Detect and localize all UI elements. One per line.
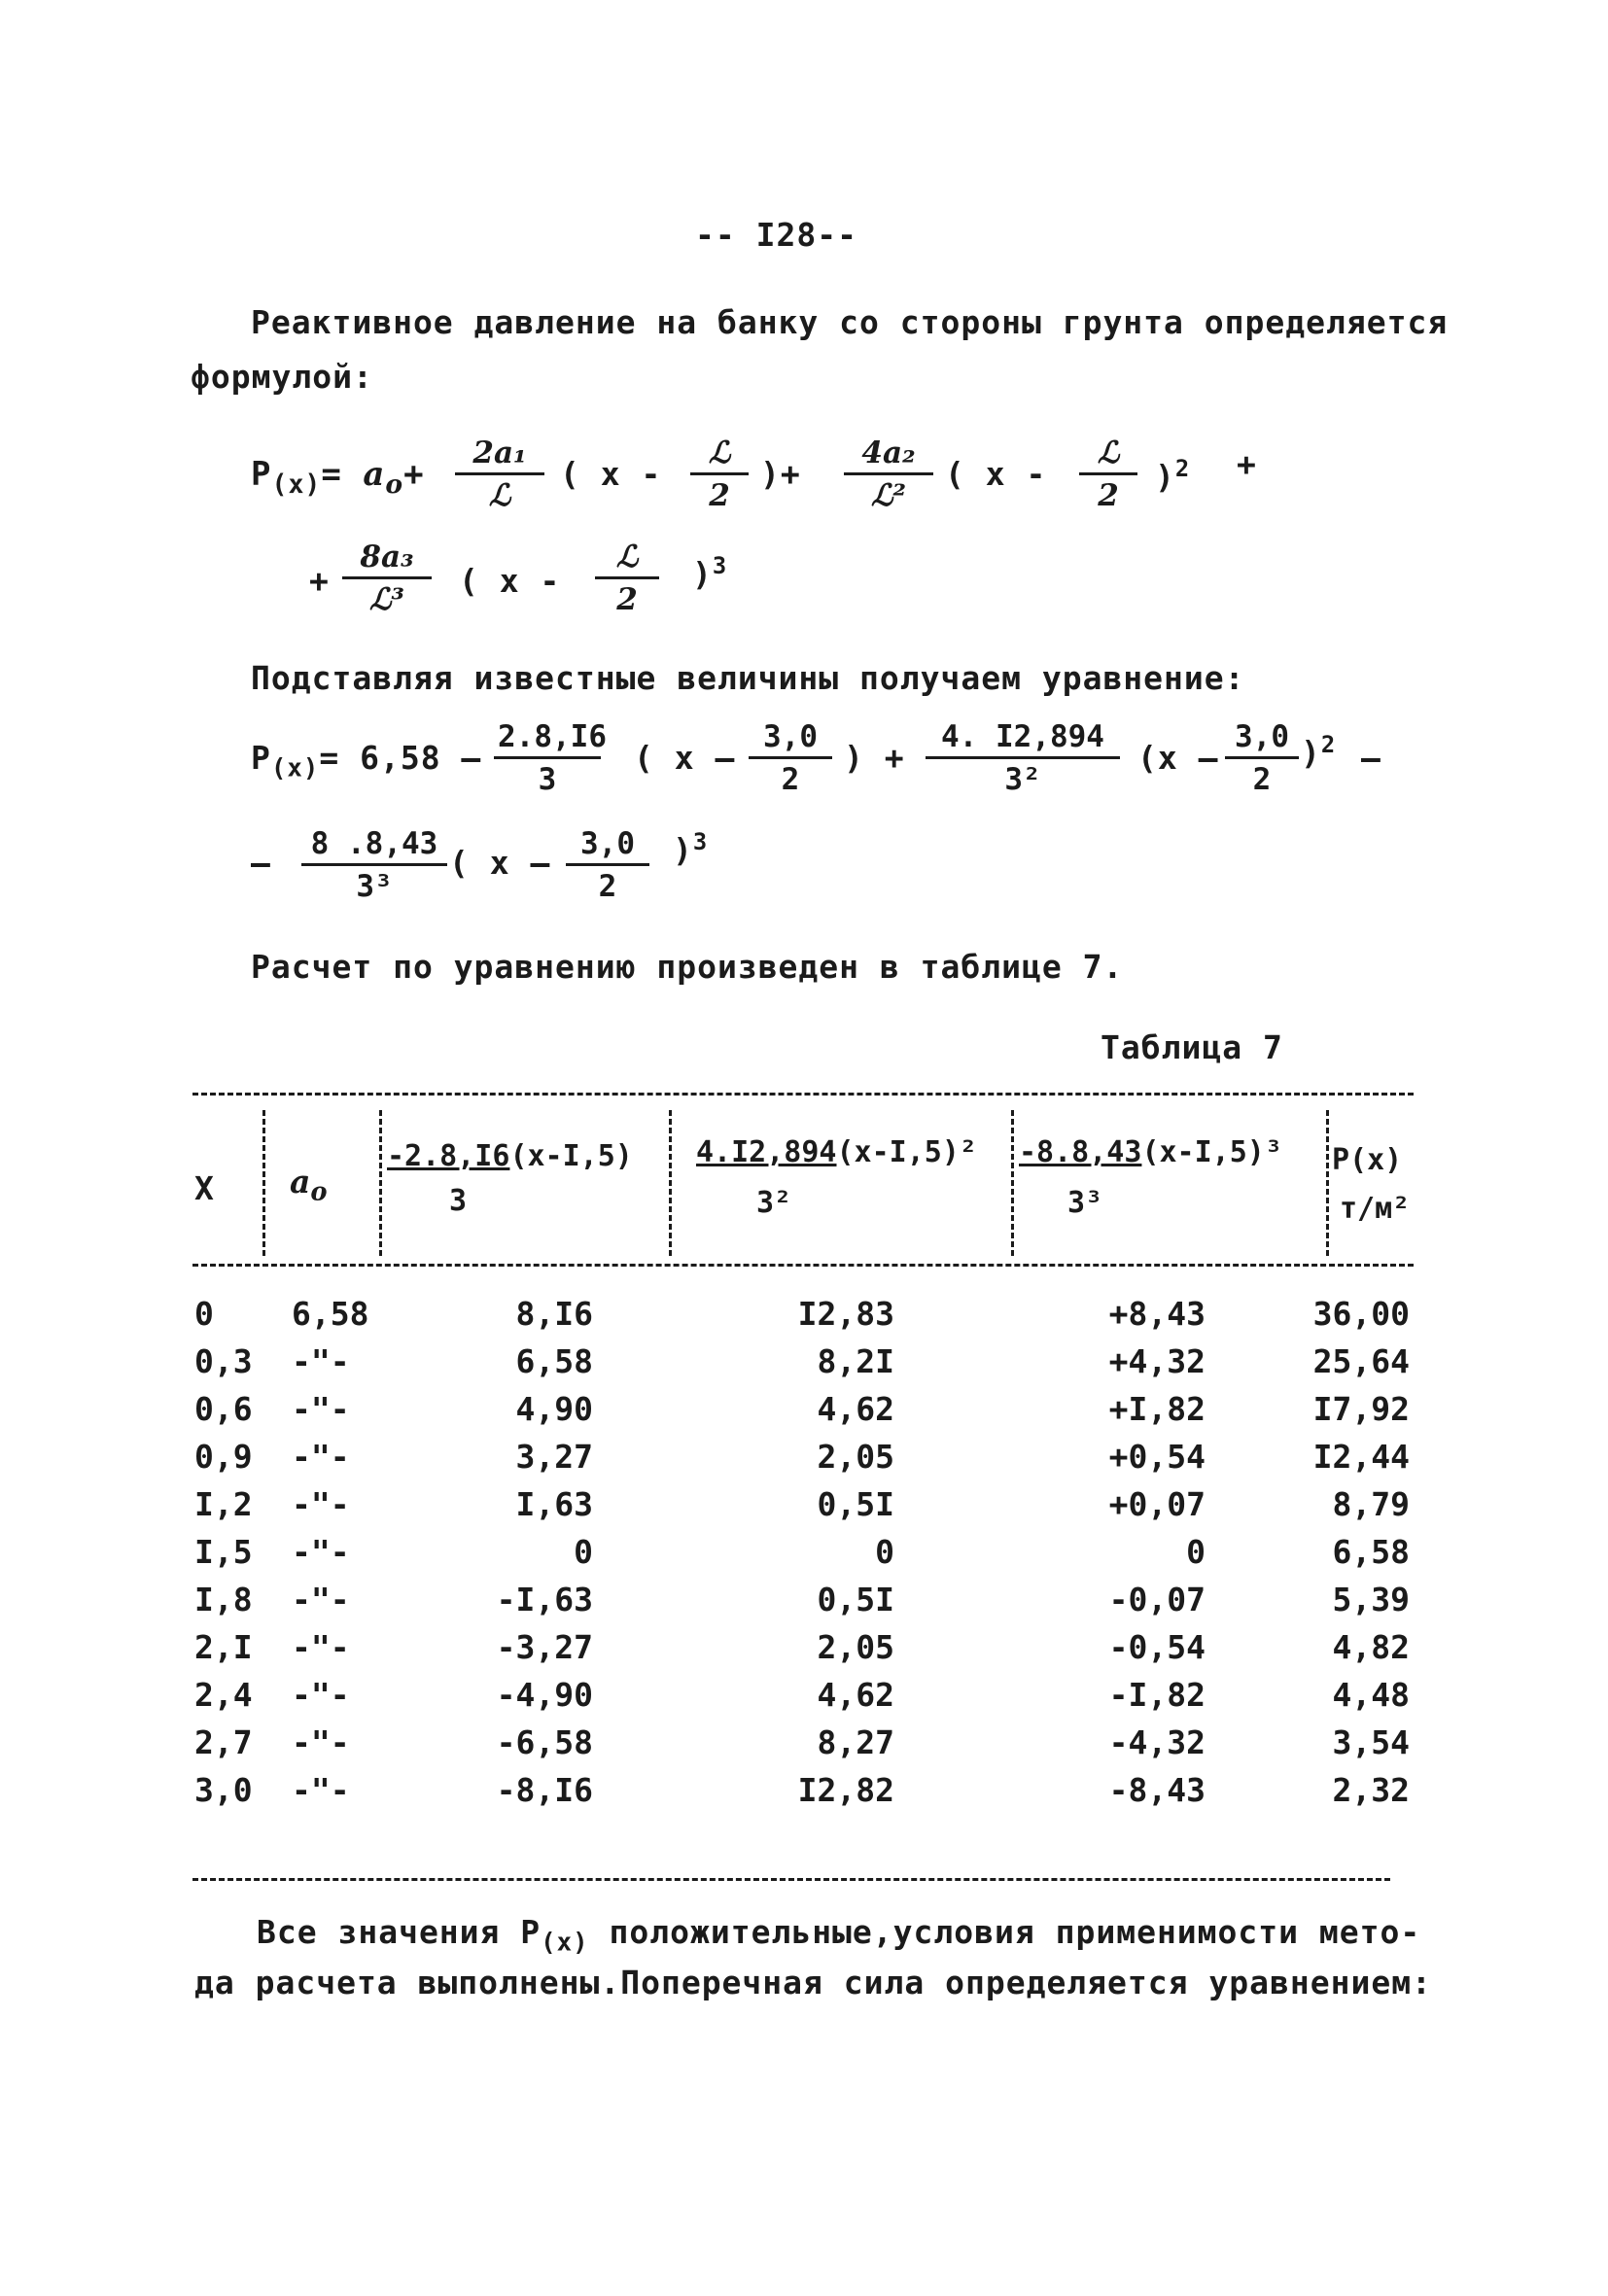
formula2-paren-1: ( x – [634, 739, 736, 777]
cell-col3: +0,54 [1108, 1438, 1206, 1476]
cell-col2: 0,5I [817, 1581, 894, 1618]
cell-col3: -8,43 [1108, 1771, 1206, 1809]
header-p: P(x) [1332, 1143, 1403, 1177]
cell-col1: 4,90 [515, 1390, 593, 1428]
cell-x: 3,0 [194, 1771, 253, 1809]
cell-col3: -0,54 [1108, 1628, 1206, 1666]
cell-col3: +I,82 [1108, 1390, 1206, 1428]
cell-col2: 8,27 [817, 1723, 894, 1761]
intro-line-2: формулой: [191, 358, 373, 396]
cell-col1: -I,63 [496, 1581, 593, 1618]
cell-col1: 3,27 [515, 1438, 593, 1476]
cell-a0: -"- [292, 1628, 350, 1666]
formula2-paren-2: (x – [1137, 739, 1219, 777]
formula2-frac-1: $\frac{2.8,I6}{3}$ [494, 719, 601, 797]
conclusion-line-1: Все значения $P_{(x)}$ положительные,условия применимости мето- [257, 1913, 1421, 1958]
cell-col2: 4,62 [817, 1676, 894, 1714]
formula1-plus-end: + [1237, 445, 1257, 483]
header-col1: -2.8,I6(x-I,5) [387, 1139, 633, 1173]
cell-col2: 8,2I [817, 1342, 894, 1380]
cell-x: 2,4 [194, 1676, 253, 1714]
cell-x: 0,3 [194, 1342, 253, 1380]
cell-col1: -3,27 [496, 1628, 593, 1666]
formula2-close-2: )$^2$ [1301, 731, 1337, 772]
cell-a0: -"- [292, 1723, 350, 1761]
cell-x: 2,7 [194, 1723, 253, 1761]
cell-col2: 2,05 [817, 1628, 894, 1666]
cell-a0: -"- [292, 1485, 350, 1523]
formula2-frac-2: $\frac{3,0}{2}$ [749, 719, 832, 797]
cell-col3: +8,43 [1108, 1295, 1206, 1333]
table-header-rule [192, 1264, 1414, 1267]
formula2-minus-start: – [251, 844, 271, 882]
formula2-lhs: $P_{(x)}= 6,58$ – [251, 739, 482, 783]
cell-col1: 8,I6 [515, 1295, 593, 1333]
formula2-frac-5: $\frac{8 .8,43}{\text{3³}}$ [301, 826, 447, 904]
column-divider [669, 1110, 672, 1256]
cell-col1: I,63 [515, 1485, 593, 1523]
cell-p: 4,82 [1332, 1628, 1410, 1666]
cell-p: 5,39 [1332, 1581, 1410, 1618]
cell-col1: 0 [574, 1533, 593, 1571]
cell-col2: 0 [875, 1533, 894, 1571]
cell-a0: -"- [292, 1390, 350, 1428]
cell-a0: -"- [292, 1438, 350, 1476]
cell-p: 2,32 [1332, 1771, 1410, 1809]
formula1-close-1: )+ [760, 455, 801, 493]
formula2-minus-end: – [1361, 739, 1381, 777]
formula1-close-2: )$^2$ [1155, 455, 1191, 496]
cell-col1: -8,I6 [496, 1771, 593, 1809]
cell-a0: -"- [292, 1533, 350, 1571]
formula2-frac-6: $\frac{3,0}{2}$ [566, 826, 649, 904]
cell-x: 0 [194, 1295, 214, 1333]
cell-col2: 4,62 [817, 1390, 894, 1428]
cell-col1: 6,58 [515, 1342, 593, 1380]
calculation-text: Расчет по уравнению произведен в таблице 7. [251, 948, 1124, 986]
formula2-frac-4: $\frac{3,0}{2}$ [1225, 719, 1299, 797]
formula1-plus-start: + [309, 562, 330, 600]
formula2-paren-3: ( x – [449, 844, 551, 882]
intro-line-1: Реактивное давление на банку со стороны грунта определяется [251, 303, 1449, 341]
cell-x: I,8 [194, 1581, 253, 1618]
cell-col2: I2,82 [797, 1771, 894, 1809]
column-divider [1326, 1110, 1329, 1256]
formula1-frac-1: 2a₁ ℒ [455, 435, 544, 513]
header-col2: 4.I2,894(x-I,5)² [696, 1135, 977, 1169]
header-col3-denominator: 3³ [1067, 1186, 1103, 1220]
formula1-frac-2: ℒ 2 [690, 435, 749, 513]
cell-col3: +4,32 [1108, 1342, 1206, 1380]
formula1-paren-1: ( x - [560, 455, 662, 493]
cell-col3: -I,82 [1108, 1676, 1206, 1714]
cell-a0: -"- [292, 1581, 350, 1618]
cell-a0: -"- [292, 1342, 350, 1380]
cell-a0: -"- [292, 1676, 350, 1714]
cell-col3: -0,07 [1108, 1581, 1206, 1618]
header-x: X [194, 1169, 214, 1207]
table-caption: Таблица 7 [1101, 1028, 1283, 1066]
formula2-frac-3: $\frac{4. I2,894}{\text{3²}}$ [926, 719, 1120, 797]
conclusion-line-2: да расчета выполнены.Поперечная сила определяется уравнением: [194, 1964, 1432, 2001]
cell-x: 2,I [194, 1628, 253, 1666]
column-divider [262, 1110, 265, 1256]
cell-col2: 2,05 [817, 1438, 894, 1476]
cell-p: 8,79 [1332, 1485, 1410, 1523]
cell-col2: I2,83 [797, 1295, 894, 1333]
cell-x: I,5 [194, 1533, 253, 1571]
cell-p: 6,58 [1332, 1533, 1410, 1571]
column-divider [379, 1110, 382, 1256]
header-p-unit: т/м² [1340, 1192, 1411, 1226]
table-top-rule [192, 1093, 1414, 1096]
cell-p: 36,00 [1312, 1295, 1410, 1333]
formula1-lhs: $P_{(x)}= a_o+$ [251, 455, 425, 500]
formula1-paren-3: ( x - [459, 562, 561, 600]
formula1-frac-3: 4a₂ ℒ² [844, 435, 933, 513]
cell-p: 3,54 [1332, 1723, 1410, 1761]
formula2-close-3: )$^3$ [673, 828, 709, 869]
column-divider [1011, 1110, 1014, 1256]
cell-col2: 0,5I [817, 1485, 894, 1523]
formula1-paren-2: ( x - [945, 455, 1047, 493]
cell-col3: -4,32 [1108, 1723, 1206, 1761]
table-bottom-rule [192, 1878, 1390, 1881]
header-col3: -8.8,43(x-I,5)³ [1019, 1135, 1282, 1169]
cell-a0: 6,58 [292, 1295, 369, 1333]
cell-x: 0,9 [194, 1438, 253, 1476]
formula1-frac-4: ℒ 2 [1079, 435, 1137, 513]
cell-col3: 0 [1186, 1533, 1206, 1571]
cell-col1: -6,58 [496, 1723, 593, 1761]
page-number: -- I28-- [695, 216, 857, 254]
cell-x: 0,6 [194, 1390, 253, 1428]
substitution-text: Подставляя известные величины получаем уравнение: [251, 659, 1245, 697]
cell-x: I,2 [194, 1485, 253, 1523]
cell-col3: +0,07 [1108, 1485, 1206, 1523]
cell-p: 4,48 [1332, 1676, 1410, 1714]
formula1-frac-5: 8a₃ ℒ³ [342, 539, 432, 617]
cell-a0: -"- [292, 1771, 350, 1809]
cell-col1: -4,90 [496, 1676, 593, 1714]
formula1-frac-6: ℒ 2 [595, 539, 659, 617]
header-col2-denominator: 3² [756, 1186, 792, 1220]
header-col1-denominator: 3 [449, 1184, 468, 1218]
cell-p: I2,44 [1312, 1438, 1410, 1476]
formula2-close-1: ) + [844, 739, 905, 777]
formula1-close-3: )$^3$ [692, 552, 728, 593]
cell-p: 25,64 [1312, 1342, 1410, 1380]
cell-p: I7,92 [1312, 1390, 1410, 1428]
header-a0: $a_o$ [290, 1163, 328, 1207]
